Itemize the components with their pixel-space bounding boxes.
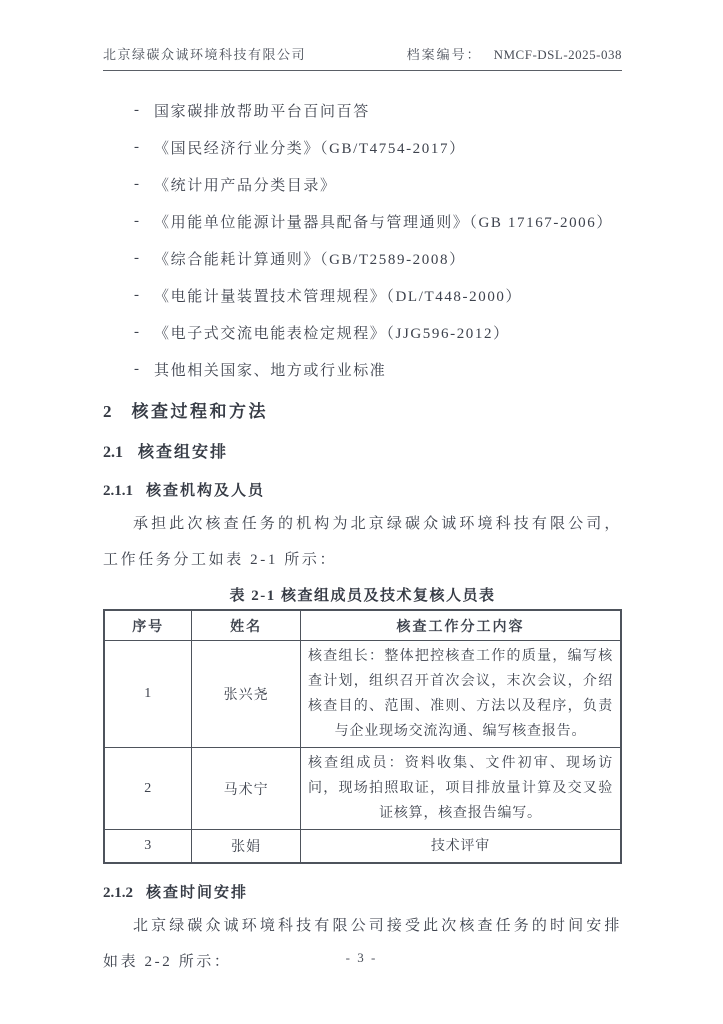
- document-header: [103, 44, 622, 71]
- heading-title: 核查时间安排: [146, 885, 249, 901]
- heading-number: 2.1.2: [103, 885, 133, 901]
- section-heading-2: [103, 397, 622, 422]
- archive-label: 档案编号：: [406, 47, 482, 62]
- list-item-text: 国家碳排放帮助平台百问百答: [154, 104, 370, 120]
- list-item-text: 《国民经济行业分类》（GB/T4754-2017）: [154, 141, 466, 157]
- list-item: [103, 166, 622, 203]
- cell-duty: 核查组成员：资料收集、文件初审、现场访问，现场拍照取证，项目排放量计算及交叉验证核算，核查报告编写。: [300, 748, 621, 830]
- cell-no: 2: [104, 748, 192, 830]
- bullet-dash: -: [134, 213, 141, 229]
- table-row: [104, 830, 621, 864]
- members-table: [103, 609, 622, 864]
- list-item-text: 《综合能耗计算通则》（GB/T2589-2008）: [154, 252, 466, 268]
- heading-number: 2.1.1: [103, 483, 133, 499]
- heading-title: 核查组安排: [138, 444, 229, 461]
- bullet-dash: -: [134, 250, 141, 266]
- table-row: [104, 748, 621, 830]
- paragraph-2-1-2: 北京绿碳众诚环境科技有限公司接受此次核查任务的时间安排如表 2-2 所示：: [103, 918, 622, 970]
- reference-list: [103, 92, 622, 388]
- archive-number: NMCF-DSL-2025-038: [493, 47, 622, 62]
- list-item: [103, 129, 622, 166]
- bullet-dash: -: [134, 361, 141, 377]
- list-item-text: 《统计用产品分类目录》: [154, 178, 337, 194]
- cell-no: 1: [104, 641, 192, 748]
- list-item: [103, 92, 622, 129]
- list-item: [103, 351, 622, 388]
- cell-duty: 技术评审: [300, 830, 621, 864]
- company-name: 北京绿碳众诚环境科技有限公司: [103, 47, 307, 62]
- archive-number-group: [407, 44, 622, 63]
- table-row: [104, 641, 621, 748]
- cell-name: 张兴尧: [192, 641, 301, 748]
- bullet-dash: -: [134, 139, 141, 155]
- bullet-dash: -: [134, 176, 141, 192]
- page-number: - 3 -: [345, 950, 378, 965]
- bullet-dash: -: [134, 102, 141, 118]
- cell-no: 3: [104, 830, 192, 864]
- table-header-no: 序号: [104, 610, 192, 641]
- list-item-text: 《电能计量装置技术管理规程》（DL/T448-2000）: [154, 289, 523, 305]
- list-item: [103, 203, 622, 240]
- table-header-row: [104, 610, 621, 641]
- bullet-dash: -: [134, 324, 141, 340]
- heading-number: 2: [103, 402, 112, 421]
- list-item: [103, 240, 622, 277]
- cell-duty: 核查组长：整体把控核查工作的质量，编写核查计划，组织召开首次会议，末次会议，介绍核查目的、范围、准则、方法以及程序，负责与企业现场交流沟通、编写核查报告。: [300, 641, 621, 748]
- heading-number: 2.1: [103, 444, 123, 461]
- section-heading-2-1-1: [103, 479, 622, 500]
- list-item-text: 《电子式交流电能表检定规程》（JJG596-2012）: [154, 326, 510, 342]
- section-heading-2-1: [103, 439, 622, 462]
- cell-name: 张娟: [192, 830, 301, 864]
- heading-title: 核查机构及人员: [146, 483, 266, 499]
- section-heading-2-1-2: [103, 881, 622, 902]
- bullet-dash: -: [134, 287, 141, 303]
- list-item: [103, 314, 622, 351]
- list-item-text: 其他相关国家、地方或行业标准: [154, 363, 387, 379]
- heading-title: 核查过程和方法: [131, 402, 268, 421]
- cell-name: 马术宁: [192, 748, 301, 830]
- table-caption: 表 2-1 核查组成员及技术复核人员表: [229, 588, 496, 604]
- list-item: [103, 277, 622, 314]
- table-header-name: 姓名: [192, 610, 301, 641]
- paragraph-2-1-1: 承担此次核查任务的机构为北京绿碳众诚环境科技有限公司，工作任务分工如表 2-1 所示：: [103, 516, 622, 568]
- table-header-duty: 核查工作分工内容: [300, 610, 621, 641]
- list-item-text: 《用能单位能源计量器具配备与管理通则》（GB 17167-2006）: [154, 215, 613, 231]
